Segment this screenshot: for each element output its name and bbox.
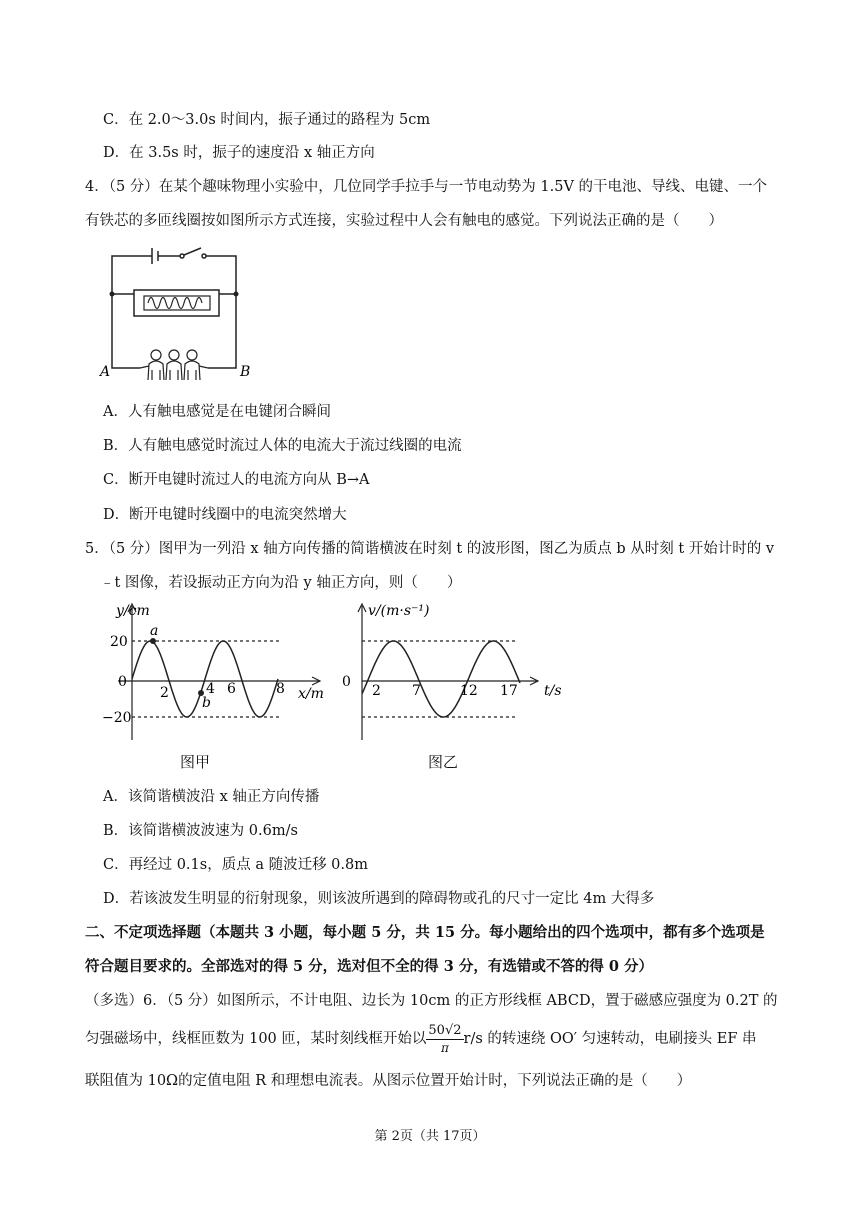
- fraction-numerator: 50√2: [428, 1022, 462, 1038]
- q5-vt-graph: [340, 600, 580, 775]
- fig-yi-caption: 图乙: [428, 753, 459, 771]
- rotation-speed-fraction: [426, 1023, 463, 1056]
- wave-ytick-0: 0: [118, 674, 127, 690]
- fig-jia-caption: 图甲: [180, 753, 211, 771]
- wave-xlabel: x/m: [298, 686, 324, 702]
- vt-xlabel: t/s: [544, 683, 562, 699]
- wave-ytick-20: 20: [110, 634, 128, 650]
- wave-xtick-2: 2: [160, 685, 169, 701]
- vt-xtick-17: 17: [500, 683, 518, 699]
- q4-circuit-figure: [98, 240, 258, 388]
- q5-wave-graph: [98, 600, 338, 775]
- label-a: A: [100, 364, 111, 380]
- fraction-denominator: π: [441, 1040, 449, 1055]
- q5-option-b: B．该简谐横波波速为 0.6m/s: [103, 823, 298, 839]
- wave-xtick-8: 8: [276, 681, 285, 697]
- wave-ylabel: y/cm: [116, 603, 150, 619]
- q3-option-c: C．在 2.0～3.0s 时间内，振子通过的路程为 5cm: [103, 112, 431, 128]
- vt-xtick-2: 2: [372, 683, 381, 699]
- q4-option-c: C．断开电键时流过人的电流方向从 B→A: [103, 472, 370, 488]
- vt-ytick-0: 0: [342, 674, 351, 690]
- q4-option-d: D．断开电键时线圈中的电流突然增大: [103, 507, 347, 523]
- point-a-label: a: [150, 623, 159, 639]
- q6-line2-pre: 匀强磁场中，线框匝数为 100 匝，某时刻线框开始以: [85, 1031, 427, 1047]
- vt-xtick-7: 7: [412, 683, 421, 699]
- q4-stem-line1: 4．（5 分）在某个趣味物理小实验中，几位同学手拉手与一节电动势为 1.5V 的干电池、导线、电键、一个: [85, 179, 768, 195]
- q5-stem-line1: 5．（5 分）图甲为一列沿 x 轴方向传播的简谐横波在时刻 t 的波形图，图乙为质点 b 从时刻 t 开始计时的 v: [85, 541, 775, 557]
- q5-option-c: C．再经过 0.1s，质点 a 随波迁移 0.8m: [103, 857, 368, 873]
- label-b: B: [240, 364, 251, 380]
- q4-option-a: A．人有触电感觉是在电键闭合瞬间: [103, 404, 331, 420]
- section2-heading-line2: 符合题目要求的。全部选对的得 5 分，选对但不全的得 3 分，有选错或不答的得 0 分）: [85, 958, 654, 975]
- q6-stem-line1: （多选）6．（5 分）如图所示，不计电阻、边长为 10cm 的正方形线框 ABCD，置于磁感应强度为 0.2T 的: [85, 993, 778, 1009]
- q5-stem-line2: ﹣t 图像，若设振动正方向为沿 y 轴正方向，则（ ）: [100, 575, 462, 591]
- q4-option-b: B．人有触电感觉时流过人体的电流大于流过线圈的电流: [103, 438, 462, 454]
- q4-stem-line2: 有铁芯的多匝线圈按如图所示方式连接，实验过程中人会有触电的感觉。下列说法正确的是（ ）: [85, 213, 723, 229]
- point-b-label: b: [202, 695, 211, 711]
- q6-line2-post: r/s 的转速绕 OO′ 匀速转动，电刷接头 EF 串: [463, 1031, 757, 1047]
- section2-heading-line1: 二、不定项选择题（本题共 3 小题，每小题 5 分，共 15 分。每小题给出的四个选项中，都有多个选项是: [85, 924, 765, 941]
- q3-option-d: D．在 3.5s 时，振子的速度沿 x 轴正方向: [103, 145, 375, 161]
- q6-stem-line2: [85, 1021, 757, 1057]
- q5-option-a: A．该简谐横波沿 x 轴正方向传播: [103, 789, 320, 805]
- vt-xtick-12: 12: [460, 683, 478, 699]
- q6-stem-line3: 联阻值为 10Ω的定值电阻 R 和理想电流表。从图示位置开始计时，下列说法正确的是（ ）: [85, 1073, 692, 1089]
- q5-option-d: D．若该波发生明显的衍射现象，则该波所遇到的障碍物或孔的尺寸一定比 4m 大得多: [103, 891, 655, 907]
- page-footer: 第 2页（共 17页）: [374, 1129, 486, 1144]
- vt-ylabel: v/(m·s⁻¹): [368, 603, 430, 619]
- wave-xtick-6: 6: [227, 681, 236, 697]
- wave-xtick-4: 4: [206, 681, 215, 697]
- wave-ytick-neg20: −20: [102, 710, 132, 726]
